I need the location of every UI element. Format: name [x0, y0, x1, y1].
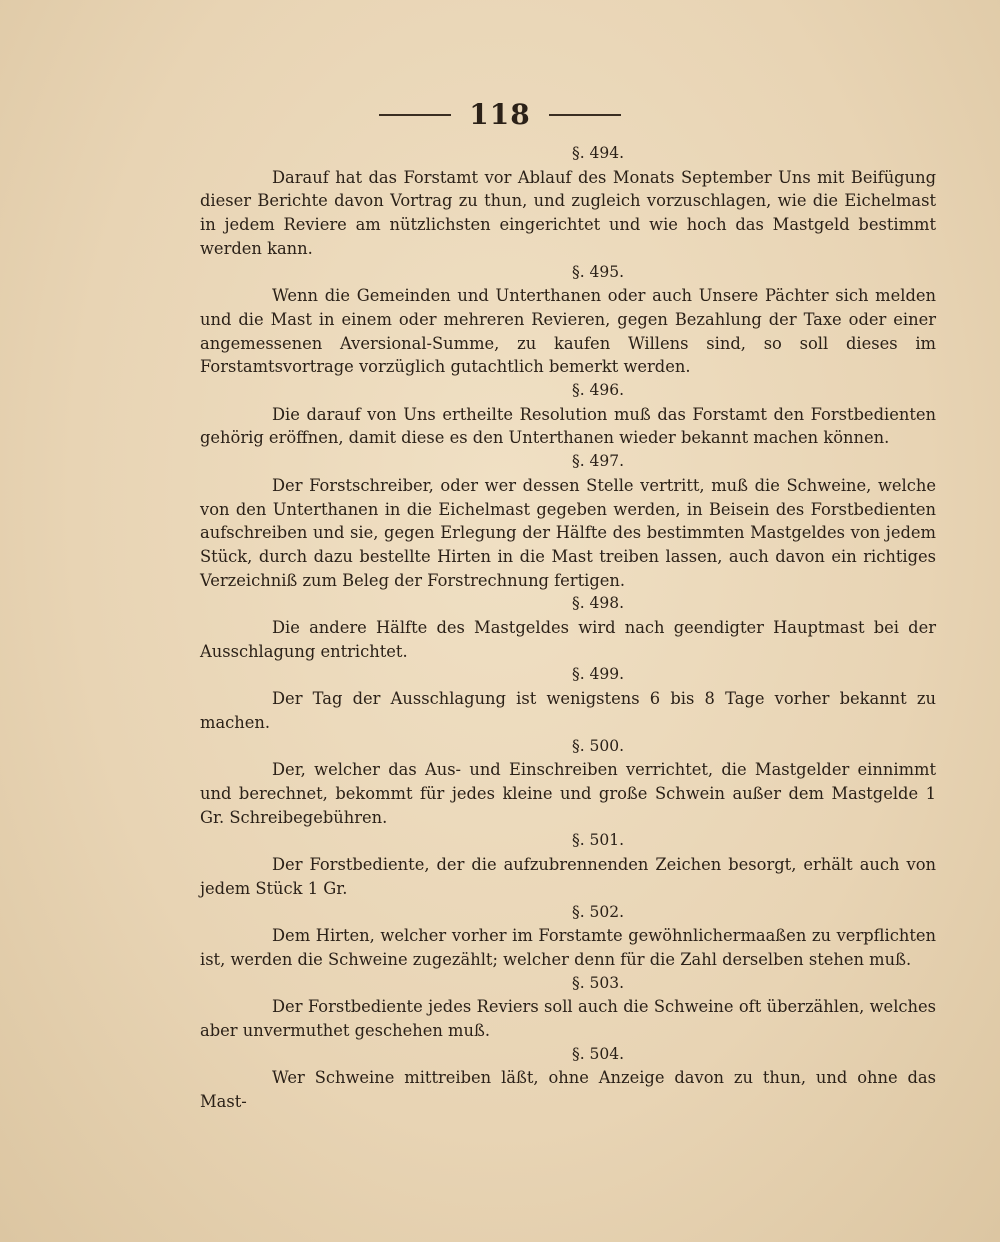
section-paragraph: Der Forstschreiber, oder wer dessen Stelle vertritt, muß die Schweine, welche von den Unterthanen in die Eichelmast gegeben werden, in Beisein des Forstbedienten aufschreiben und sie, gegen Erlegung der Hälfte des bestimmten Mastgeldes von jedem Stück, durch dazu bestellte Hirten in die Mast treiben lassen, auch davon ein richtiges Verzeichniß zum Beleg der Forstrechnung fertigen. — [200, 475, 936, 590]
header-rule-left — [379, 114, 451, 116]
section-paragraph: Wer Schweine mittreiben läßt, ohne Anzeige davon zu thun, und ohne das Mast- — [200, 1068, 936, 1112]
section — [200, 901, 936, 972]
section-heading: §. 501. — [571, 831, 625, 850]
section-heading: §. 498. — [571, 594, 625, 613]
section — [200, 142, 936, 261]
section-paragraph: Der Forstbediente, der die aufzubrennenden Zeichen besorgt, erhält auch von jedem Stück 1 Gr. — [200, 855, 936, 898]
section — [200, 663, 936, 734]
section-heading: §. 495. — [571, 262, 625, 281]
section-heading: §. 500. — [571, 736, 625, 755]
page-header — [0, 98, 1000, 131]
section — [200, 972, 936, 1043]
section-heading: §. 503. — [571, 973, 625, 992]
section — [200, 379, 936, 450]
section — [200, 1043, 936, 1114]
section-heading: §. 496. — [571, 381, 625, 400]
section-heading: §. 494. — [571, 144, 625, 162]
section-paragraph: Der Tag der Ausschlagung ist wenigstens 6 bis 8 Tage vorher bekannt zu machen. — [200, 689, 936, 732]
section-paragraph: Darauf hat das Forstamt vor Ablauf des Monats September Uns mit Beifügung dieser Berichte davon Vortrag zu thun, und zugleich vorzuschlagen, wie die Eichelmast in jedem Reviere am nützlichsten eingerichtet und wie hoch das Mastgeld bestimmt werden kann. — [200, 167, 936, 258]
section-heading: §. 502. — [571, 902, 625, 921]
header-rule-right — [549, 114, 621, 116]
section-paragraph: Die andere Hälfte des Mastgeldes wird nach geendigter Hauptmast bei der Ausschlagung entrichtet. — [200, 618, 936, 661]
section — [200, 735, 936, 830]
body-text — [200, 142, 936, 1114]
page-number: 118 — [469, 98, 531, 131]
section — [200, 450, 936, 592]
section-paragraph: Der Forstbediente jedes Reviers soll auch die Schweine oft überzählen, welches aber unvermuthet geschehen muß. — [200, 997, 936, 1041]
section-paragraph: Der, welcher das Aus- und Einschreiben verrichtet, die Mastgelder einnimmt und berechnet, bekommt für jedes kleine und große Schwein außer dem Mastgelde 1 Gr. Schreibegebühren. — [200, 760, 936, 827]
section — [200, 592, 936, 663]
section — [200, 261, 936, 380]
section-paragraph: Dem Hirten, welcher vorher im Forstamte gewöhnlichermaaßen zu verpflichten ist, werden die Schweine zugezählt; welcher denn für die Zahl derselben stehen muß. — [200, 926, 936, 969]
section-paragraph: Wenn die Gemeinden und Unterthanen oder auch Unsere Pächter sich melden und die Mast in einem oder mehreren Revieren, gegen Bezahlung der Taxe oder einer angemessenen Aversional-Summe, zu kaufen Willens sind, so soll dieses im Forstamtsvortrage vorzüglich gutachtlich bemerkt werden. — [200, 286, 936, 377]
section-heading: §. 504. — [571, 1044, 625, 1063]
section-heading: §. 499. — [571, 665, 625, 684]
section — [200, 829, 936, 900]
section-heading: §. 497. — [571, 452, 625, 471]
section-paragraph: Die darauf von Uns ertheilte Resolution muß das Forstamt den Forstbedienten gehörig eröffnen, damit diese es den Unterthanen wieder bekannt machen können. — [200, 404, 936, 448]
